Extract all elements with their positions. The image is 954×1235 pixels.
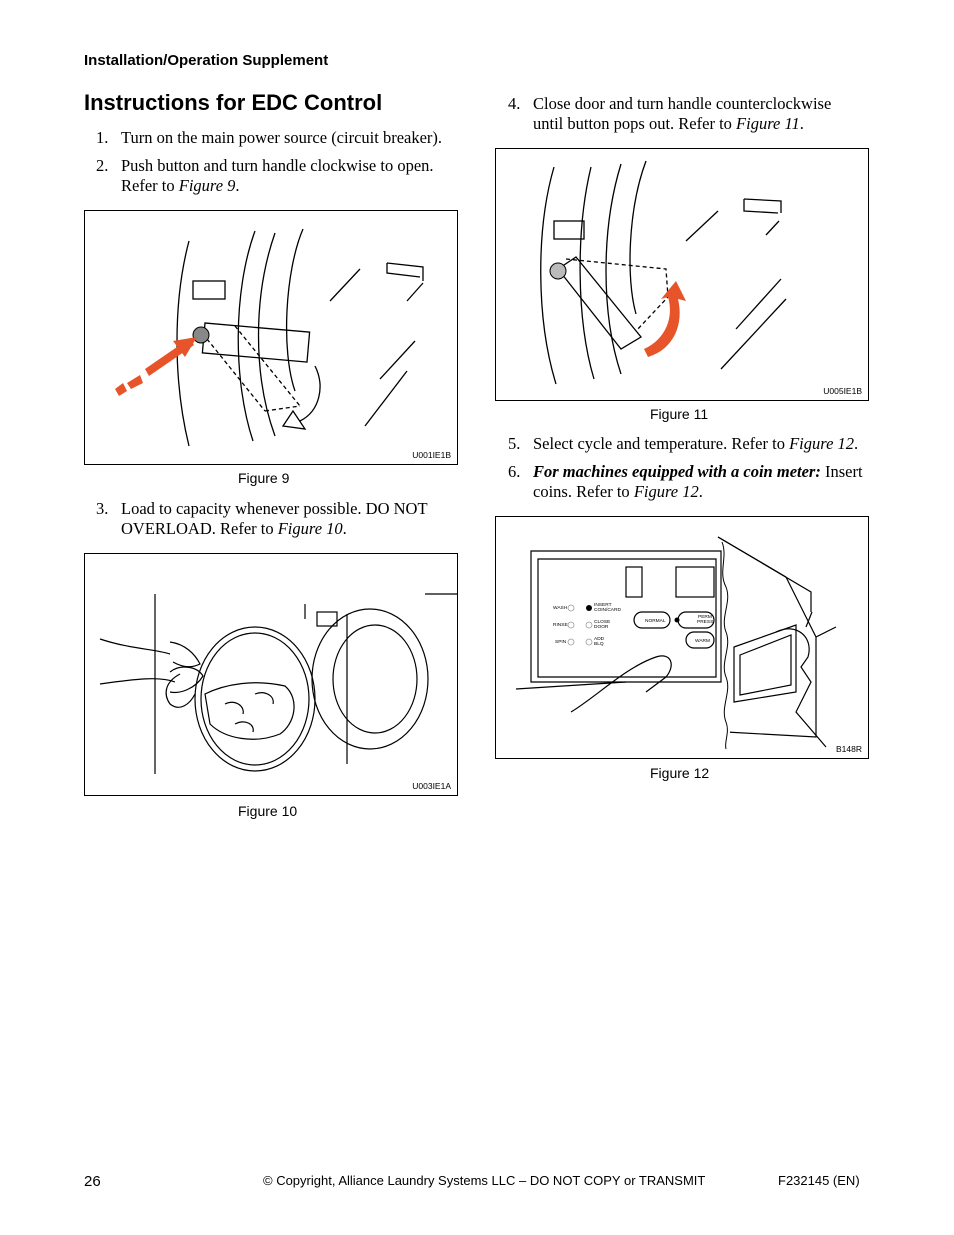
figure-code: U003IE1A: [412, 781, 451, 791]
step-number: 1.: [96, 128, 109, 147]
normal-button[interactable]: NORMAL: [645, 619, 666, 624]
step-text: until button pops out. Refer to: [533, 113, 737, 133]
door-open-illustration: [85, 211, 457, 464]
step-number: 3.: [96, 499, 109, 518]
step-emphasis: For machines equipped with a coin meter:: [533, 462, 821, 481]
step-number: 5.: [508, 434, 521, 453]
step-2: [96, 156, 466, 196]
push-button-icon: [193, 327, 209, 343]
step-text: Refer to: [121, 175, 179, 195]
spin-label: SPIN: [555, 640, 567, 645]
figure-code: B148R: [836, 744, 862, 754]
push-button-icon: [550, 263, 566, 279]
perm-label: PERM: [698, 615, 712, 620]
step-text-end: .: [854, 434, 859, 453]
figure-caption: Figure 11: [650, 406, 709, 422]
figure-9: [84, 210, 458, 465]
step-text-end: .: [698, 481, 703, 501]
step-text: Insert: [820, 462, 863, 481]
coin-card-label: COIN/CARD: [594, 608, 621, 613]
step-6: [508, 462, 878, 502]
door-close-illustration: [496, 149, 868, 400]
close-label: CLOSE: [594, 620, 611, 625]
figure-caption: Figure 12: [650, 765, 710, 781]
rotate-arrow-icon: [644, 281, 686, 357]
section-header: Installation/Operation Supplement: [84, 52, 329, 69]
figure-reference[interactable]: Figure 11: [736, 113, 800, 133]
figure-11: [495, 148, 869, 401]
step-text-end: .: [342, 518, 347, 538]
figure-reference[interactable]: Figure 10: [277, 518, 343, 538]
step-text: OVERLOAD. Refer to: [121, 518, 278, 538]
step-text: Close door and turn handle counterclockwise: [533, 94, 832, 113]
indicator-led-icon: [586, 605, 592, 611]
step-text: coins. Refer to: [533, 481, 634, 501]
figure-code: U005IE1B: [823, 386, 862, 396]
step-4: [508, 94, 878, 134]
step-number: 4.: [508, 94, 521, 113]
figure-reference[interactable]: Figure 12: [633, 481, 699, 501]
step-text: Turn on the main power source (circuit breaker).: [121, 128, 443, 147]
control-panel-illustration: [496, 517, 868, 758]
figure-10: [84, 553, 458, 796]
wash-label: WASH: [553, 606, 568, 611]
step-text: Load to capacity whenever possible. DO NOT: [121, 499, 428, 518]
step-3: [96, 499, 466, 539]
step-text-end: .: [235, 175, 240, 195]
blq-label: BLQ: [594, 642, 604, 647]
figure-reference[interactable]: Figure 9: [178, 175, 236, 195]
figure-caption: Figure 10: [238, 803, 298, 819]
step-number: 2.: [96, 156, 109, 175]
page-title: Instructions for EDC Control: [84, 90, 383, 115]
warm-button[interactable]: WARM: [695, 639, 711, 644]
step-text: Select cycle and temperature. Refer to: [533, 434, 790, 453]
loading-laundry-illustration: [85, 554, 457, 795]
figure-code: U001IE1B: [412, 450, 451, 460]
copyright-notice: © Copyright, Alliance Laundry Systems LLC – DO NOT COPY or TRANSMIT: [263, 1173, 706, 1188]
insert-label: INSERT: [594, 603, 612, 608]
figure-caption: Figure 9: [238, 470, 290, 486]
page-number: 26: [84, 1173, 101, 1190]
document-number: F232145 (EN): [778, 1173, 860, 1188]
step-text-end: .: [799, 113, 804, 133]
rinse-label: RINSE: [553, 623, 568, 628]
add-label: ADD: [594, 637, 605, 642]
step-text: Push button and turn handle clockwise to open.: [121, 156, 434, 175]
figure-12: [495, 516, 869, 759]
figure-reference[interactable]: Figure 12: [789, 434, 855, 453]
door-label: DOOR: [594, 625, 609, 630]
press-label: PRESS: [697, 620, 714, 625]
step-number: 6.: [508, 462, 521, 481]
